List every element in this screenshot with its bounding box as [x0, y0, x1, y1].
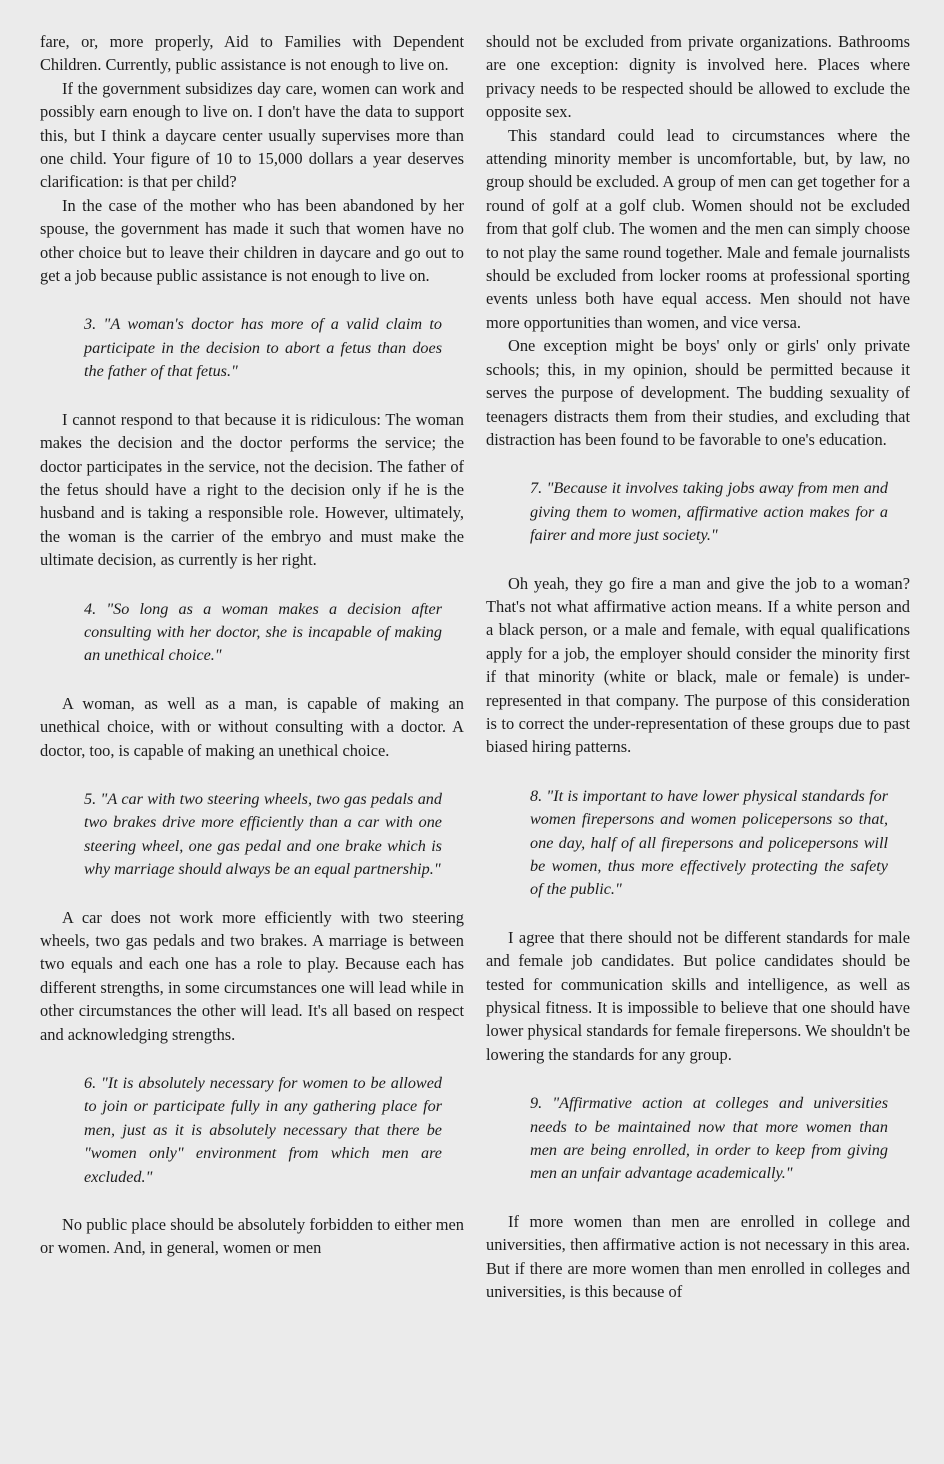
quoted-statement: 7. "Because it involves taking jobs away from men and giving them to women, affirmative action makes for a fairer and more just society." [530, 479, 888, 545]
quoted-statement: 8. "It is important to have lower physical standards for women firepersons and women policepersons so that, one day, half of all firepersons and policepersons will be women, thus more effectively protecting the safety of the public." [530, 786, 888, 899]
paragraph: This standard could lead to circumstances where the attending minority member is uncomfortable, but, by law, no group should be excluded. A group of men can get together for a round of golf at a golf club. Women should not be excluded from that golf club. The women and the men can simply choose to not play the same round together. Male and female journalists should be excluded from locker rooms at professional sporting events unless both have equal access. Men should not have more opportunities than women, and vice versa. [486, 125, 910, 332]
quoted-statement: 3. "A woman's doctor has more of a valid claim to participate in the decision to abort a fetus than does the father of that fetus." [84, 315, 442, 381]
right-column [486, 30, 910, 1464]
left-column [40, 30, 464, 1464]
paragraph: A car does not work more efficiently with two steering wheels, two gas pedals and two brakes. A marriage is between two equals and each one has a role to play. Because each has different strengths, in some circumstances one will lead while in other circumstances the other will lead. It's all based on respect and acknowledging strengths. [40, 907, 464, 1044]
quoted-statement: 5. "A car with two steering wheels, two gas pedals and two brakes drive more efficiently than a car with one steering wheel, one gas pedal and one brake which is why marriage should always be an equal partnership." [84, 789, 442, 879]
quoted-statement: 9. "Affirmative action at colleges and universities needs to be maintained now that more women than men are being enrolled, in order to keep from giving men an unfair advantage academically." [530, 1094, 888, 1183]
paragraph: should not be excluded from private organizations. Bathrooms are one exception: dignity is involved here. Places where privacy needs to be respected should be allowed to exclude the opposite sex. [486, 32, 910, 122]
paragraph: In the case of the mother who has been abandoned by her spouse, the government has made it such that women have no other choice but to leave their children in daycare and go out to get a job because public assistance is not enough to live on. [40, 195, 464, 286]
paragraph: I agree that there should not be different standards for male and female job candidates. But police candidates should be tested for communication skills and intelligence, as well as physical fitness. It is impossible to believe that one should have lower physical standards for female firepersons. We shouldn't be lowering the standards for any group. [486, 927, 910, 1064]
paragraph: If more women than men are enrolled in college and universities, then affirmative action is not necessary in this area. But if there are more women than men enrolled in colleges and universities, is this because of [486, 1211, 910, 1302]
quoted-statement: 6. "It is absolutely necessary for women to be allowed to join or participate fully in any gathering place for men, just as it is absolutely necessary that there be "women only" environment from which men are excluded." [84, 1074, 442, 1186]
paragraph: fare, or, more properly, Aid to Families with Dependent Children. Currently, public assistance is not enough to live on. [40, 32, 464, 75]
paragraph: Oh yeah, they go fire a man and give the job to a woman? That's not what affirmative action means. If a white person and a black person, or a male and female, with equal qualifications apply for a job, the employer should consider the minority first if that minority (white or black, male or female) is under-represented in that company. The purpose of this consideration is to correct the under-representation of these groups due to past biased hiring patterns. [486, 573, 910, 757]
paragraph: A woman, as well as a man, is capable of making an unethical choice, with or without consulting with a doctor. A doctor, too, is capable of making an unethical choice. [40, 693, 464, 760]
paragraph: I cannot respond to that because it is ridiculous: The woman makes the decision and the doctor performs the service; the doctor participates in the service, not the decision. The father of the fetus should have a right to the decision only if he is the husband and is taking a responsible role. However, ultimately, the woman is the carrier of the embryo and must make the ultimate decision, as currently is her right. [40, 409, 464, 570]
paragraph: If the government subsidizes day care, women can work and possibly earn enough to live on. I don't have the data to support this, but I think a daycare center usually supervises more than one child. Your figure of 10 to 15,000 dollars a year deserves clarification: is that per child? [40, 78, 464, 192]
paragraph: One exception might be boys' only or girls' only private schools; this, in my opinion, should be permitted because it serves the purpose of development. The budding sexuality of teenagers distracts them from their studies, and excluding that distraction has been found to be favorable to one's education. [486, 336, 910, 449]
paragraph: No public place should be absolutely forbidden to either men or women. And, in general, women or men [40, 1215, 464, 1258]
quoted-statement: 4. "So long as a woman makes a decision after consulting with her doctor, she is incapable of making an unethical choice." [84, 599, 442, 665]
